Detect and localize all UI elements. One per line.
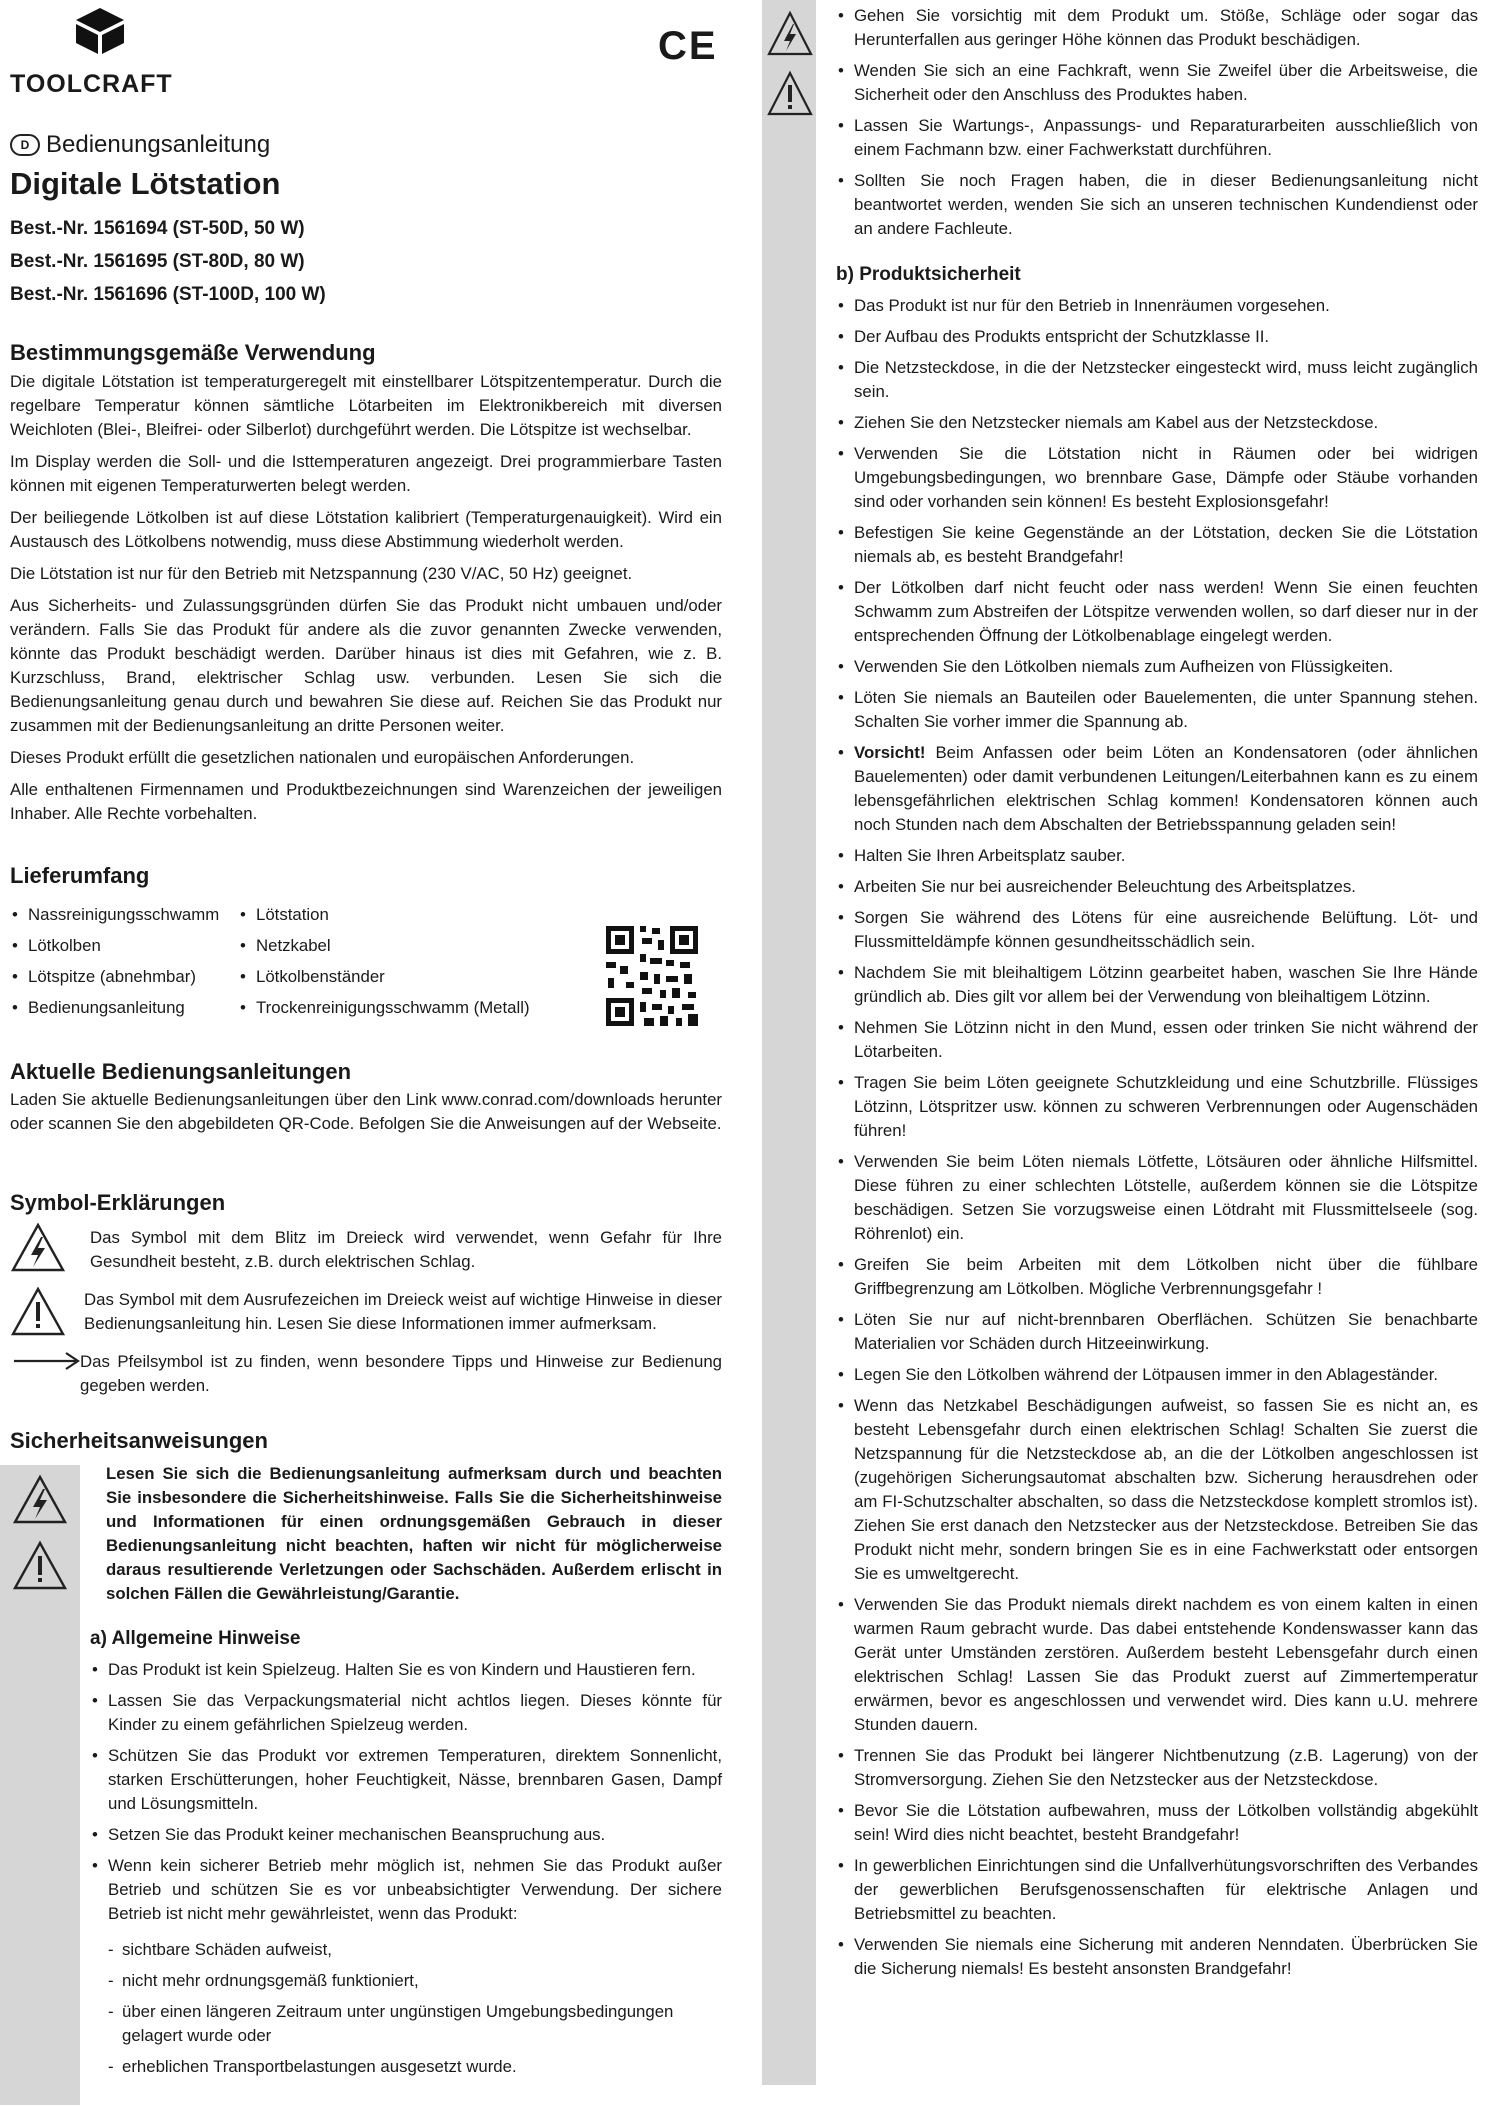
list-item: • Legen Sie den Lötkolben während der Lötpausen immer in den Ablageständer.: [836, 1363, 1478, 1387]
list-item: • Verwenden Sie beim Löten niemals Lötfette, Lötsäuren oder ähnliche Hilfsmittel. Diese führen zu einer schlechten Lötstelle, außerdem können sie die Lötspitze beschädigen. Setzen Sie vorzugsweise einen Lötdraht mit Flussmittelseele (sog. Röhrenlot) ein.: [836, 1150, 1478, 1246]
intended-use-body: [10, 370, 722, 834]
general-list-continued: [836, 4, 1478, 248]
list-item: • Lötkolben: [10, 934, 240, 958]
list-item: • Greifen Sie beim Arbeiten mit dem Lötkolben nicht über die fühlbare Griffbegrenzung am Lötkolben. Mögliche Verbrennungsgefahr !: [836, 1253, 1478, 1301]
list-item: • Tragen Sie beim Löten geeignete Schutzkleidung und eine Schutzbrille. Flüssiges Lötzinn, Lötspritzer usw. können zu schweren Verbrennungen oder Augenschäden führen!: [836, 1071, 1478, 1143]
list-item: • Lötstation: [238, 903, 578, 927]
paragraph: Die Lötstation ist nur für den Betrieb mit Netzspannung (230 V/AC, 50 Hz) geeignet.: [10, 564, 633, 583]
exclamation-warning-icon: [15, 1543, 65, 1588]
list-item: • Arbeiten Sie nur bei ausreichender Beleuchtung des Arbeitsplatzes.: [836, 875, 1478, 899]
general-sublist: [90, 1938, 722, 2086]
list-item: • Wenn das Netzkabel Beschädigungen aufweist, so fassen Sie es nicht an, es besteht Lebensgefahr durch einen elektrischen Schlag! Schalten Sie zuerst die Netzspannung für die Netzsteckdose ab, an die der Lötkolben angeschlossen ist (zugehörigen Sicherungsautomat abschalten bzw. Sicherung herausdrehen oder am FI-Schutzschalter abschalten, so dass die Netzsteckdose komplett stromlos ist). Ziehen Sie erst danach den Netzstecker aus der Netzsteckdose. Betreiben Sie das Produkt nicht mehr, sondern bringen Sie es in eine Fachwerkstatt oder entsorgen Sie es umweltgerecht.: [836, 1394, 1478, 1586]
symbol-exclamation-text: Das Symbol mit dem Ausrufezeichen im Dreieck weist auf wichtige Hinweise in dieser Bedienungsanleitung hin. Lesen Sie diese Informationen immer aufmerksam.: [84, 1290, 722, 1333]
list-item: • Verwenden Sie das Produkt niemals direkt nachdem es von einem kalten in einen warmen Raum gebracht wurde. Das dabei entstehende Kondenswasser kann das Gerät unter Umständen zerstören. Außerdem besteht Lebensgefahr durch einen elektrischen Schlag! Lassen Sie das Produkt zuerst auf Zimmertemperatur erwärmen, bevor es angeschlossen und verwendet wird. Dies kann u.U. mehrere Stunden dauern.: [836, 1593, 1478, 1737]
symbol-lightning-text: Das Symbol mit dem Blitz im Dreieck wird verwendet, wenn Gefahr für Ihre Gesundheit besteht, z.B. durch elektrischen Schlag.: [90, 1228, 722, 1271]
manuals-text: Laden Sie aktuelle Bedienungsanleitungen über den Link www.conrad.com/downloads herunter oder scannen Sie den abgebildeten QR-Code. Befolgen Sie die Anweisungen auf der Webseite.: [10, 1090, 722, 1133]
list-item: • In gewerblichen Einrichtungen sind die Unfallverhütungsvorschriften des Verbandes der gewerblichen Berufsgenossenschaften für elektrische Anlagen und Betriebsmittel zu beachten.: [836, 1854, 1478, 1926]
list-item: • Netzkabel: [238, 934, 578, 958]
symbol-arrow-text: Das Pfeilsymbol ist zu finden, wenn besondere Tipps und Hinweise zur Bedienung gegeben werden.: [80, 1352, 722, 1395]
order-number: Best.-Nr. 1561696 (ST-100D, 100 W): [10, 284, 326, 305]
scope-list-1: [10, 903, 240, 1027]
list-item: • Der Lötkolben darf nicht feucht oder nass werden! Wenn Sie einen feuchten Schwamm zum Abstreifen der Lötspitze verwenden wollen, so darf dieser nur in der entsprechenden Öffnung der Lötkolbenablage eingelegt werden.: [836, 576, 1478, 648]
list-item: • Lassen Sie Wartungs-, Anpassungs- und Reparaturarbeiten ausschließlich von einem Fachmann bzw. einer Fachwerkstatt durchführen.: [836, 114, 1478, 162]
list-item: • Das Produkt ist kein Spielzeug. Halten Sie es von Kindern und Haustieren fern.: [90, 1658, 722, 1682]
caution-lead: Vorsicht!: [854, 743, 926, 762]
list-item: - über einen längeren Zeitraum unter ungünstigen Umgebungsbedingungen gelagert wurde oder: [108, 2000, 722, 2048]
list-item: • Bedienungsanleitung: [10, 996, 240, 1020]
lightning-warning-icon: [769, 13, 811, 54]
manuals-heading: Aktuelle Bedienungsanleitungen: [10, 1059, 352, 1084]
lightning-warning-icon: [15, 1477, 65, 1522]
list-item: • Nachdem Sie mit bleihaltigem Lötzinn gearbeitet haben, waschen Sie Ihre Hände gründlich ab. Dies gilt vor allem bei der Verwendung von bleihaltigem Lötzinn.: [836, 961, 1478, 1009]
list-item: • Sollten Sie noch Fragen haben, die in dieser Bedienungsanleitung nicht beantwortet werden, wenden Sie sich an unseren technischen Kundendienst oder an andere Fachleute.: [836, 169, 1478, 241]
list-item: • Löten Sie nur auf nicht-brennbaren Oberflächen. Schützen Sie benachbarte Materialien vor Schäden durch Hitzeeinwirkung.: [836, 1308, 1478, 1356]
list-item: • Wenn kein sicherer Betrieb mehr möglich ist, nehmen Sie das Produkt außer Betrieb und schützen Sie es vor unbeabsichtigter Verwendung. Der sichere Betrieb ist nicht mehr gewährleistet, wenn das Produkt:: [90, 1854, 722, 1926]
list-item-caution: [836, 741, 1478, 837]
ce-mark: CE: [658, 24, 718, 68]
list-item: • Lassen Sie das Verpackungsmaterial nicht achtlos liegen. Dieses könnte für Kinder zu einem gefährlichen Spielzeug werden.: [90, 1689, 722, 1737]
safety-heading: Sicherheitsanweisungen: [10, 1428, 268, 1453]
list-item: • Trennen Sie das Produkt bei längerer Nichtbenutzung (z.B. Lagerung) von der Stromversorgung. Ziehen Sie den Netzstecker aus der Netzsteckdose.: [836, 1744, 1478, 1792]
list-item: • Löten Sie niemals an Bauteilen oder Bauelementen, die unter Spannung stehen. Schalten Sie vorher immer die Spannung ab.: [836, 686, 1478, 734]
list-item: • Verwenden Sie niemals eine Sicherung mit anderen Nenndaten. Überbrücken Sie die Sicherung niemals! Es besteht ansonsten Brandgefahr!: [836, 1933, 1478, 1981]
list-item: - nicht mehr ordnungsgemäß funktioniert,: [108, 1969, 722, 1993]
scope-heading: Lieferumfang: [10, 863, 150, 888]
qr-code-icon[interactable]: [604, 924, 700, 1028]
list-item: • Nehmen Sie Lötzinn nicht in den Mund, essen oder trinken Sie nicht während der Lötarbeiten.: [836, 1016, 1478, 1064]
page-title: Digitale Lötstation: [10, 166, 281, 201]
list-item: • Schützen Sie das Produkt vor extremen Temperaturen, direktem Sonnenlicht, starken Erschütterungen, hoher Feuchtigkeit, Nässe, brennbaren Gasen, Dampf und Lösungsmitteln.: [90, 1744, 722, 1816]
paragraph: Die digitale Lötstation ist temperaturgeregelt mit einstellbarer Lötspitzentemperatur. Durch die regelbare Temperatur können sämtliche Lötarbeiten im Elektronikbereich mit diversen Weichloten (Blei-, Bleifrei- oder Silberlot) durchgeführt werden. Die Lötspitze ist wechselbar.: [10, 372, 722, 439]
symbols-heading: Symbol-Erklärungen: [10, 1190, 226, 1215]
paragraph: Aus Sicherheits- und Zulassungsgründen dürfen Sie das Produkt nicht umbauen und/oder verändern. Falls Sie das Produkt für andere als die zuvor genannten Zwecke verwenden, könnte das Produkt beschädigt werden. Darüber hinaus ist dies mit Gefahren, wie z. B. Kurzschluss, Brand, elektrischer Schlag usw. verbunden. Lesen Sie sich die Bedienungsanleitung genau durch und bewahren Sie diese auf. Reichen Sie das Produkt nur zusammen mit der Bedienungsanleitung an dritte Personen weiter.: [10, 596, 722, 735]
lightning-warning-icon: [10, 1222, 66, 1274]
scope-list-2: [238, 903, 578, 1027]
arrow-icon: [12, 1350, 82, 1372]
list-item: • Das Produkt ist nur für den Betrieb in Innenräumen vorgesehen.: [836, 294, 1478, 318]
list-item: - erheblichen Transportbelastungen ausgesetzt wurde.: [108, 2055, 722, 2079]
list-item: • Bevor Sie die Lötstation aufbewahren, muss der Lötkolben vollständig abgekühlt sein! Wird dies nicht beachtet, besteht Brandgefahr!: [836, 1799, 1478, 1847]
exclamation-warning-icon: [769, 73, 811, 114]
exclamation-warning-icon: [10, 1286, 66, 1338]
list-item: • Lötkolbenständer: [238, 965, 578, 989]
list-item: • Gehen Sie vorsichtig mit dem Produkt um. Stöße, Schläge oder sogar das Herunterfallen aus geringer Höhe können das Produkt beschädigen.: [836, 4, 1478, 52]
list-item: • Halten Sie Ihren Arbeitsplatz sauber.: [836, 844, 1478, 868]
list-item: • Die Netzsteckdose, in die der Netzstecker eingesteckt wird, muss leicht zugänglich sein.: [836, 356, 1478, 404]
order-numbers: [10, 212, 326, 311]
general-heading: a) Allgemeine Hinweise: [90, 1628, 301, 1649]
safety-intro: Lesen Sie sich die Bedienungsanleitung aufmerksam durch und beachten Sie insbesondere die Sicherheitshinweise. Falls Sie die Sicherheitshinweise und Informationen für einen ordnungsgemäßen Gebrauch in dieser Bedienungsanleitung nicht beachten, haften wir nicht für möglicherweise daraus resultierende Verletzungen oder Sachschäden. Außerdem erlischt in solchen Fällen die Gewährleistung/Garantie.: [106, 1464, 722, 1603]
list-item: • Nassreinigungsschwamm: [10, 903, 240, 927]
order-number: Best.-Nr. 1561694 (ST-50D, 50 W): [10, 218, 305, 239]
safety-warning-icons: [12, 1474, 68, 1598]
gray-side-bar: [762, 0, 816, 2085]
language-badge-icon: D: [10, 134, 40, 156]
list-item: • Verwenden Sie den Lötkolben niemals zum Aufheizen von Flüssigkeiten.: [836, 655, 1478, 679]
warning-icons-right: [766, 10, 814, 120]
brand-name: TOOLCRAFT: [10, 70, 173, 98]
list-item: • Trockenreinigungsschwamm (Metall): [238, 996, 578, 1020]
paragraph: Alle enthaltenen Firmennamen und Produktbezeichnungen sind Warenzeichen der jeweiligen Inhaber. Alle Rechte vorbehalten.: [10, 780, 722, 823]
order-number: Best.-Nr. 1561695 (ST-80D, 80 W): [10, 251, 305, 272]
paragraph: Im Display werden die Soll- und die Isttemperaturen angezeigt. Drei programmierbare Tasten können mit eigenen Temperaturwerten belegt werden.: [10, 452, 722, 495]
caution-text: Beim Anfassen oder beim Löten an Kondensatoren (oder ähnlichen Bauelementen) oder damit verbundenen Leitungen/Leiterbahnen kann es zu einem lebensgefährlichen elektrischen Schlag kommen! Kondensatoren können auch noch Stunden nach dem Abschalten der Betriebsspannung geladen sein!: [854, 743, 1478, 834]
list-item: • Sorgen Sie während des Lötens für eine ausreichende Belüftung. Löt- und Flussmitteldämpfe können gesundheitsschädlich sein.: [836, 906, 1478, 954]
paragraph: Dieses Produkt erfüllt die gesetzlichen nationalen und europäischen Anforderungen.: [10, 748, 635, 767]
list-item: • Verwenden Sie die Lötstation nicht in Räumen oder bei widrigen Umgebungsbedingungen, wo brennbare Gase, Dämpfe oder Stäube vorhanden sind oder vorhanden sein können! Es besteht Explosionsgefahr!: [836, 442, 1478, 514]
doc-type: Bedienungsanleitung: [46, 131, 271, 158]
general-list: [90, 1658, 722, 1933]
list-item: • Ziehen Sie den Netzstecker niemals am Kabel aus der Netzsteckdose.: [836, 411, 1478, 435]
list-item: • Lötspitze (abnehmbar): [10, 965, 240, 989]
list-item: • Wenden Sie sich an eine Fachkraft, wenn Sie Zweifel über die Arbeitsweise, die Sicherheit oder den Anschluss des Produktes haben.: [836, 59, 1478, 107]
product-safety-heading: b) Produktsicherheit: [836, 264, 1021, 285]
list-item: - sichtbare Schäden aufweist,: [108, 1938, 722, 1962]
toolcraft-logo-icon: [72, 6, 128, 56]
list-item: • Befestigen Sie keine Gegenstände an der Lötstation, decken Sie die Lötstation niemals ab, es besteht Brandgefahr!: [836, 521, 1478, 569]
paragraph: Der beiliegende Lötkolben ist auf diese Lötstation kalibriert (Temperaturgenauigkeit). Wird ein Austausch des Lötkolbens notwendig, muss diese Abstimmung wiederholt werden.: [10, 508, 722, 551]
list-item: • Setzen Sie das Produkt keiner mechanischen Beanspruchung aus.: [90, 1823, 722, 1847]
list-item: • Der Aufbau des Produkts entspricht der Schutzklasse II.: [836, 325, 1478, 349]
product-safety-list: [836, 294, 1478, 1988]
intended-use-heading: Bestimmungsgemäße Verwendung: [10, 340, 376, 365]
